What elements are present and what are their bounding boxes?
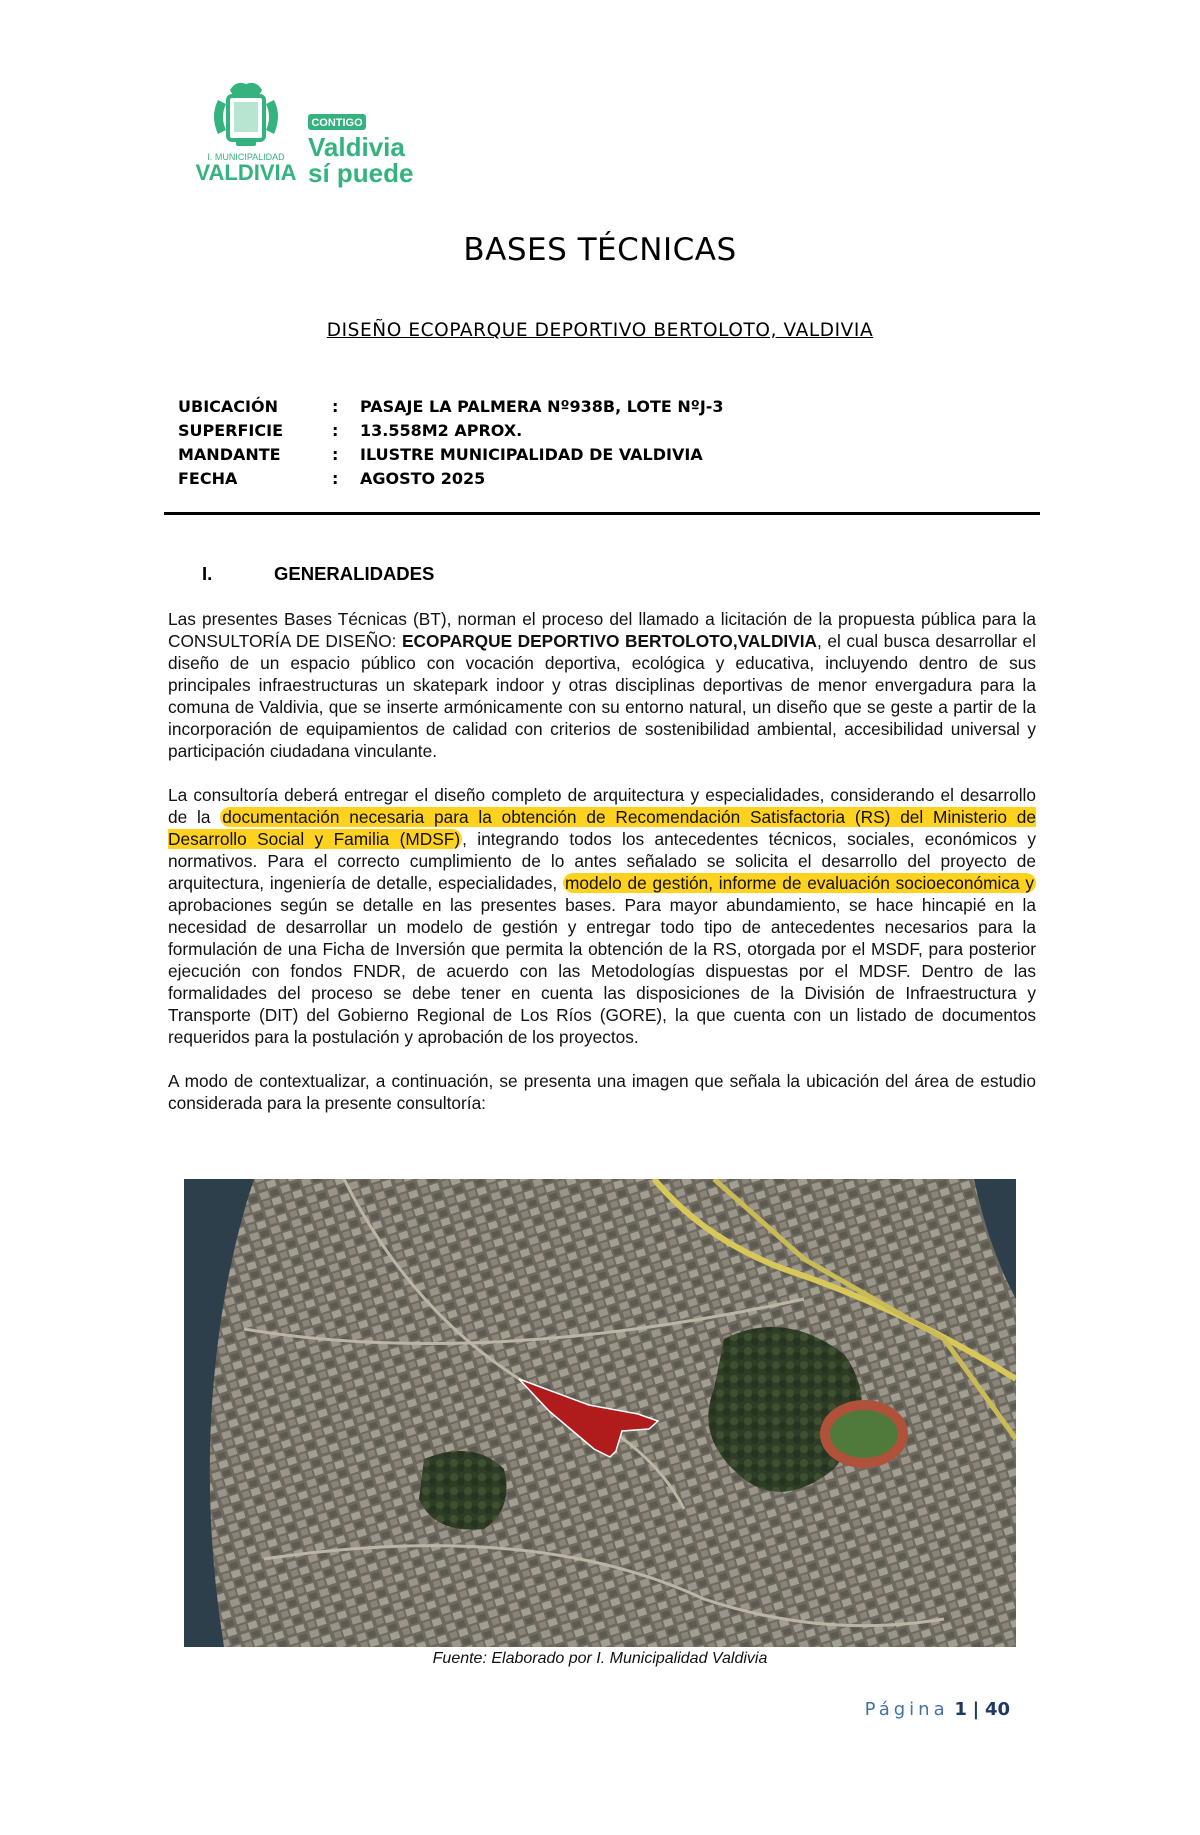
paragraph-3: A modo de contextualizar, a continuación, se presenta una imagen que señala la ubicación del área de estudio considerada para la presente consultoría:	[168, 1071, 1036, 1113]
document-subtitle: DISEÑO ECOPARQUE DEPORTIVO BERTOLOTO, VALDIVIA	[326, 320, 874, 341]
page-footer	[865, 1699, 1010, 1720]
meta-colon: :	[332, 469, 339, 488]
paragraph-text: , el cual busca desarrollar el diseño de un espacio público con vocación deportiva, ecológica y educativa, incluyendo dentro de sus principales infraestructuras un skatepark indoor y otras disciplinas deportivas de menor envergadura para la comuna de Valdivia, que se inserte armónicamente con su entorno natural, un diseño que se geste a partir de la incorporación de equipamientos de calidad con criterios de sostenibilidad ambiental, accesibilidad universal y participación ciudadana vinculante.	[168, 631, 1036, 761]
meta-value: PASAJE LA PALMERA Nº938B, LOTE NºJ-3	[360, 397, 724, 416]
highlight-rs-documentation: documentación necesaria para la obtención de Recomendación Satisfactoria (RS) del Ministerio de Desarrollo Social y Familia (MDSF)	[168, 807, 1037, 849]
aerial-location-map	[184, 1179, 1016, 1647]
paragraph-2	[168, 784, 1036, 1048]
paragraph-text: La consultoría deberá entregar el diseño completo de arquitectura y especialidades, considerando el desarrollo de la	[168, 785, 1036, 827]
meta-label: MANDANTE	[178, 445, 281, 464]
map-stadium	[820, 1400, 908, 1468]
project-name-bold: ECOPARQUE DEPORTIVO BERTOLOTO,VALDIVIA	[402, 631, 818, 651]
paragraph-text: Las presentes Bases Técnicas (BT), norman el proceso del llamado a licitación de la propuesta pública para la CONSULTORÍA DE DISEÑO:	[168, 609, 1036, 651]
meta-colon: :	[332, 445, 339, 464]
meta-row-surface	[178, 419, 724, 443]
meta-label: FECHA	[178, 469, 238, 488]
header-divider	[164, 512, 1040, 515]
meta-row-mandante	[178, 443, 724, 467]
coat-of-arms-icon	[214, 83, 278, 146]
figure-caption: Fuente: Elaborado por I. Municipalidad Valdivia	[432, 1650, 768, 1667]
meta-value: ILUSTRE MUNICIPALIDAD DE VALDIVIA	[360, 445, 703, 464]
municipality-logo	[188, 76, 428, 196]
project-meta	[178, 395, 724, 491]
highlight-management-model: modelo de gestión, informe de evaluación socioeconómica y	[565, 873, 1034, 893]
meta-label: UBICACIÓN	[178, 397, 278, 416]
body-text	[168, 608, 1036, 1136]
logo-municipality-big: VALDIVIA	[195, 160, 297, 185]
section-heading	[202, 563, 434, 585]
document-title: BASES TÉCNICAS	[463, 232, 737, 268]
meta-value: 13.558M2 APROX.	[360, 421, 523, 440]
paragraph-text: , integrando todos los antecedentes técnicos, sociales, económicos y normativos. Para el correcto cumplimiento de lo antes señalado se solicita el desarrollo del proyecto de arquitectura, ingeniería de detalle, especialidades,	[168, 829, 1037, 893]
meta-colon: :	[332, 421, 339, 440]
page-number: 1	[954, 1699, 967, 1720]
paragraph-text: aprobaciones según se detalle en las presentes bases. Para mayor abundamiento, se hace hincapié en la necesidad de desarrollar un modelo de gestión y entregar todo tipo de antecedentes necesarios para la formulación de una Ficha de Inversión que permita la obtención de la RS, otorgada por el MSDF, para posterior ejecución con fondos FNDR, de acuerdo con las Metodologías dispuestas por el MDSF. Dentro de las formalidades del proceso se debe tener en cuenta las disposiciones de la División de Infraestructura y Transporte (DIT) del Gobierno Regional de Los Ríos (GORE), la que cuenta con un listado de documentos requeridos para la postulación y aprobación de los proyectos.	[168, 895, 1036, 1047]
page-label: Página	[864, 1699, 949, 1720]
section-title: GENERALIDADES	[274, 563, 435, 584]
logo-badge: CONTIGO	[311, 117, 363, 129]
meta-row-location	[178, 395, 724, 419]
section-number: I.	[202, 563, 213, 584]
meta-colon: :	[332, 397, 339, 416]
meta-row-date	[178, 467, 724, 491]
page-total: 40	[984, 1699, 1010, 1720]
logo-slogan-line1: Valdivia	[308, 132, 405, 162]
paragraph-1	[168, 608, 1036, 762]
logo-slogan-line2: sí puede	[308, 158, 414, 188]
meta-value: AGOSTO 2025	[360, 469, 486, 488]
page-separator: |	[972, 1699, 980, 1720]
meta-label: SUPERFICIE	[178, 421, 283, 440]
logo-municipality-small: I. MUNICIPALIDAD	[207, 152, 285, 162]
